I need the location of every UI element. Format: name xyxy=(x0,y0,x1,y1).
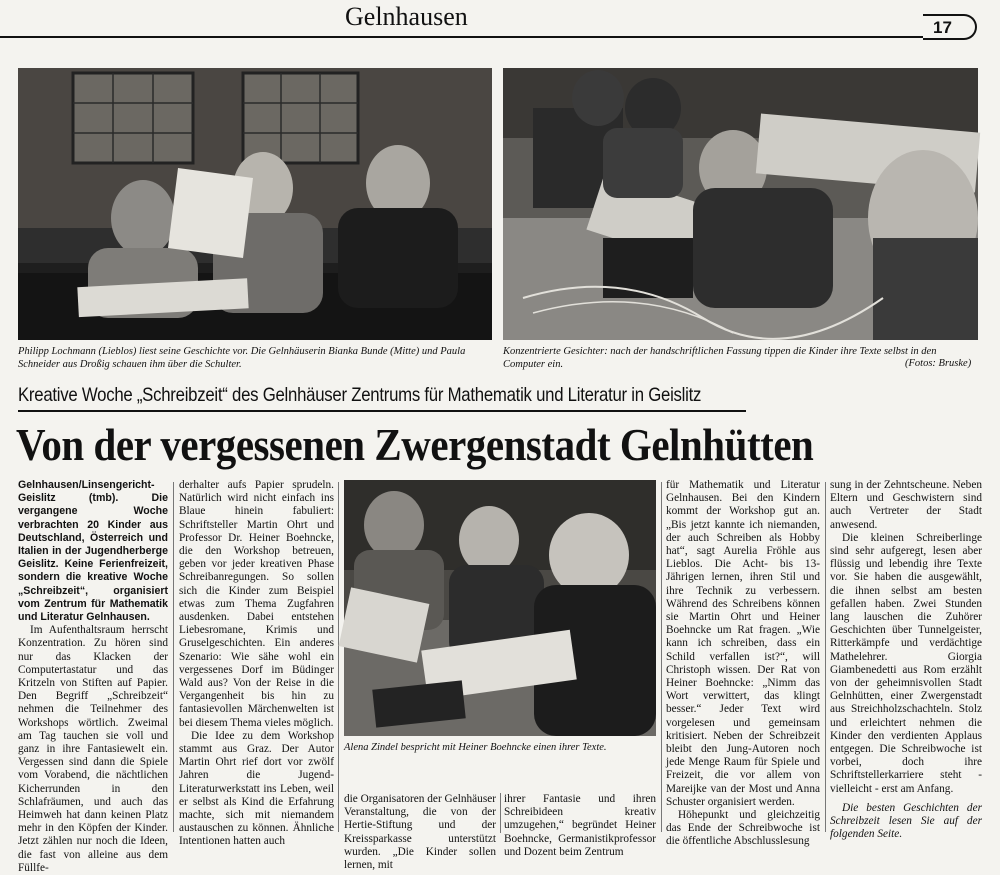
header-rule xyxy=(0,36,930,38)
article-paragraph: sung in der Zehntscheune. Neben Eltern und Geschwistern sind auch Vertreter der Stadt anwesend. xyxy=(830,479,982,531)
article-column-4 xyxy=(504,793,656,858)
photo-credit: (Fotos: Bruske) xyxy=(905,358,972,369)
page-number: 17 xyxy=(933,18,952,37)
article-kicker: Kreative Woche „Schreibzeit“ des Gelnhäuser Zentrums für Mathematik und Literatur in Geislitz xyxy=(18,384,702,406)
article-column-1 xyxy=(18,479,168,874)
article-paragraph: die Organisatoren der Gelnhäuser Veranstaltung, die von der Hertie-Stiftung und der Kreissparkasse unterstützt wurden. „Die Kinder sollen lernen, mit xyxy=(344,793,496,872)
article-headline: Von der vergessenen Zwergenstadt Gelnhütten xyxy=(16,419,814,470)
article-paragraph: für Mathematik und Literatur Gelnhausen. Bei den Kindern kommt der Workshop gut an. „Bis jetzt kannte ich niemanden, der auch Schreiben als Hobby hat“, sagt Aurelia Fröhle aus Lieblos. Die Acht- bis 13-Jährigen lernen, ihren Stil und ihre Technik zu verbessern. Während des Schreibens können sie Martin Ohrt und Heiner Boehncke um Rat fragen. „Wie kann ich schreiben, dass ein Schild verfallen ist?“, will Christoph wissen. Der Rat von Heiner Boehncke: „Nimm das Wort verwittert, das klingt besser.“ Jeder Text wird vorgelesen und gemeinsam kritisiert. Neben der Schreibzeit bleibt den Jung-Autoren noch jede Menge Raum für Spiele und Freizeit, die vor allem von Mareijke van der Most und Anna Schuster organisiert werden. xyxy=(666,479,820,808)
page-number-tab xyxy=(923,14,977,40)
column-rule xyxy=(661,482,662,832)
page-header xyxy=(0,0,1000,42)
photo-children-computers xyxy=(503,68,978,340)
column-rule xyxy=(825,482,826,832)
article-lead: Gelnhausen/Linsengericht-Geislitz (tmb). Die vergangene Woche verbrachten 20 Kinder aus Deutschland, Österreich und Italien in der Jugendherberge Geislitz. Keine Ferienfreizeit, sondern die kreative Woche „Schreibzeit“, organisiert vom Zentrum für Mathematik und Literatur Gelnhausen. xyxy=(18,479,168,624)
photo-reading-children xyxy=(18,68,492,340)
article-column-2 xyxy=(179,479,334,848)
article-paragraph: derhalter aufs Papier sprudeln. Natürlich wird nicht einfach ins Blaue hinein fabuliert: Schriftsteller Martin Ohrt und Professor Dr. Heiner Boehncke, die den Workshop betreuen, geben vor jeder kreativen Phase Schreibanregungen. So sollen sich die Kinder zum Beispiel etwas zum Thema Zugfahren ausdenken. Dabei entstehen Liebesromane, Krimis und Gruselgeschichten. Ein anderes Szenario: Wie sähe wohl ein vergessenes Dorf im Büdinger Wald aus? Von der Reise in die Vergangenheit bis hin zu fantasievollen Märchenwelten ist bei diesem Thema vieles möglich. xyxy=(179,479,334,729)
article-paragraph: Die Idee zu dem Workshop stammt aus Graz. Der Autor Martin Ohrt rief dort vor zwölf Jahren die Jugend-Literaturwerkstatt ins Leben, weil er selbst als Kind die Erfahrung machte, sich mit niemandem austauschen zu können. Ähnliche Intentionen hatten auch xyxy=(179,729,334,848)
photo-caption-right: Konzentrierte Gesichter: nach der handschriftlichen Fassung tippen die Kinder ihre Texte selbst in den Computer ein. xyxy=(503,346,937,370)
article-column-3 xyxy=(344,793,496,872)
article-footnote: Die besten Geschichten der Schreibzeit lesen Sie auf der folgenden Seite. xyxy=(830,801,982,841)
column-rule xyxy=(173,482,174,832)
photo-caption-inline: Alena Zindel bespricht mit Heiner Boehncke einen ihrer Texte. xyxy=(344,742,607,753)
photo-discussion xyxy=(344,480,656,736)
article-paragraph: Höhepunkt und gleichzeitig das Ende der Schreibwoche ist die öffentliche Abschlusslesung xyxy=(666,809,820,848)
photo-caption-left: Philipp Lochmann (Lieblos) liest seine Geschichte vor. Die Gelnhäuserin Bianka Bunde (Mitte) und Paula Schneider aus Droßig schauen ihm über die Schulter. xyxy=(18,346,466,370)
section-title: Gelnhausen xyxy=(345,2,468,31)
kicker-rule xyxy=(18,410,746,412)
article-column-6 xyxy=(830,479,982,841)
article-paragraph: ihrer Fantasie und ihren Schreibideen kreativ umzugehen,“ begründet Heiner Boehncke, Germanistikprofessor und Dozent beim Zentrum xyxy=(504,793,656,858)
column-rule xyxy=(338,482,339,832)
article-paragraph: Die kleinen Schreiberlinge sind sehr aufgeregt, lesen aber flüssig und lebendig ihre Texte vor. Sie haben die ausgewählt, die ihnen selbst am besten gefallen haben. Zwei Stunden lang lauschen die Zuhörer Geschichten über Tunnelgeister, Ritterkämpfe und verdächtige Mathelehrer. Giorgia Giambenedetti aus Rom erzählt von der geheimnisvollen Stadt Gelnhütten, einer Zwergenstadt aus Streichholzschachteln. Stolz und erleichtert nehmen die Kinder den verdienten Applaus entgegen. Die Schreibwoche ist vorbei, doch ihre Schriftstellerkarriere steht - vielleicht - erst am Anfang. xyxy=(830,531,982,795)
article-paragraph: Im Aufenthaltsraum herrscht Konzentration. Zu hören sind nur das Klacken der Computertastatur und das Kritzeln von Stiften auf Papier. Den Begriff „Schreibzeit“ nehmen die Teilnehmer des Workshops wörtlich. Zweimal am Tag tauchen sie voll und ganz in ihre Fantasiewelt ein. Vergessen sind dann die Spiele vom Vorabend, die nächtlichen Kicherrunden in den Schlafräumen, und auch das Heimweh hat dann keinen Platz mehr in den Köpfen der Kinder. Jetzt zählen nur noch die Ideen, die fast von alleine aus dem Füllfe- xyxy=(18,624,168,874)
column-rule xyxy=(500,793,501,833)
article-column-5 xyxy=(666,479,820,848)
